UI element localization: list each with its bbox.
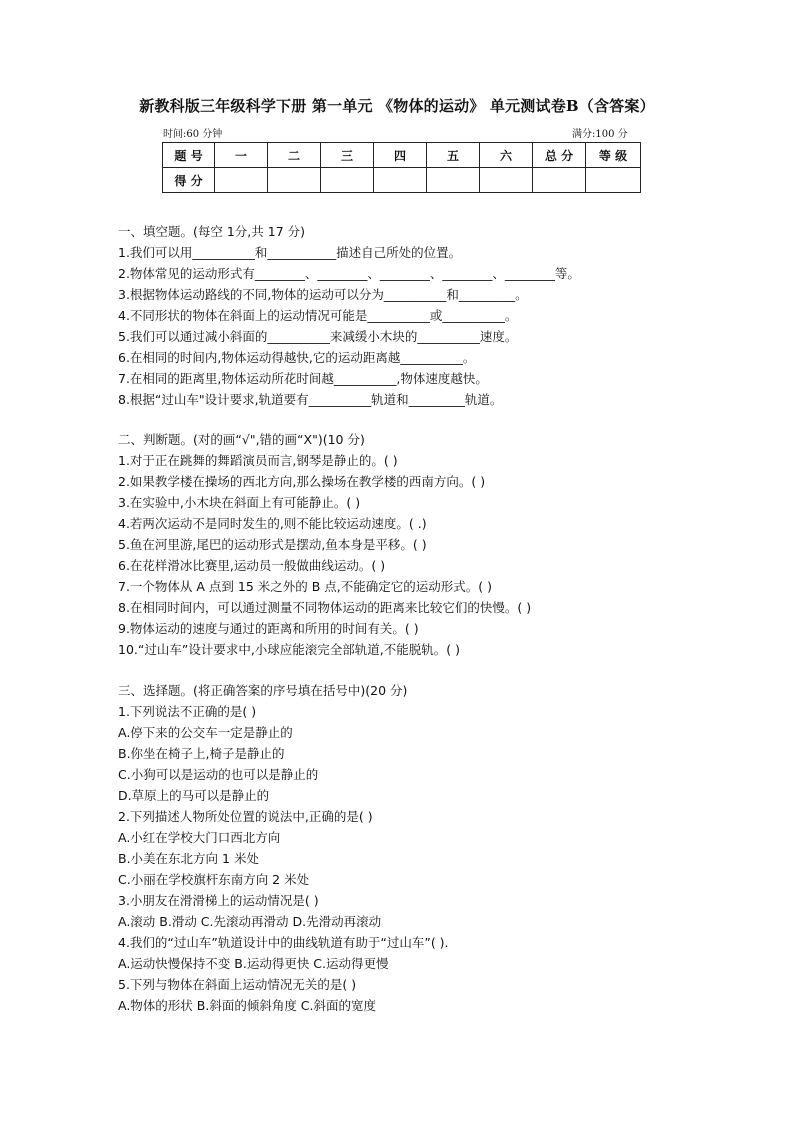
score-input-cell[interactable] bbox=[480, 168, 533, 193]
section1-heading: 一、填空题。(每空 1分,共 17 分) bbox=[118, 224, 306, 239]
answer-option: A.运动快慢保持不变 B.运动得更快 C.运动得更慢 bbox=[118, 956, 389, 971]
score-table-score-row bbox=[163, 168, 641, 193]
question-item: 4.我们的“过山车”轨道设计中的曲线轨道有助于“过山车”( ). bbox=[118, 935, 449, 950]
question-item: 1.下列说法不正确的是( ) bbox=[118, 704, 257, 719]
score-table-cell: 题 号 bbox=[163, 143, 215, 168]
question-item: 3.在实验中,小木块在斜面上有可能静止。( ) bbox=[118, 495, 361, 510]
score-input-cell[interactable] bbox=[268, 168, 321, 193]
question-item: 10.“过山车”设计要求中,小球应能滚完全部轨道,不能脱轨。( ) bbox=[118, 642, 461, 657]
answer-option: B.你坐在椅子上,椅子是静止的 bbox=[118, 746, 285, 761]
answer-option: B.小美在东北方向 1 米处 bbox=[118, 851, 259, 866]
score-input-cell[interactable] bbox=[374, 168, 427, 193]
answer-option: A.小红在学校大门口西北方向 bbox=[118, 830, 281, 845]
question-item: 3.小朋友在滑滑梯上的运动情况是( ) bbox=[118, 893, 319, 908]
question-item: 7.一个物体从 A 点到 15 米之外的 B 点,不能确定它的运动形式。( ) bbox=[118, 579, 493, 594]
score-table bbox=[162, 142, 641, 193]
page-title: 新教科版三年级科学下册 第一单元 《物体的运动》 单元测试卷B（含答案） bbox=[139, 97, 655, 115]
score-input-cell[interactable] bbox=[586, 168, 641, 193]
question-item: 4.若两次运动不是同时发生的,则不能比较运动速度。( .) bbox=[118, 516, 427, 531]
score-table-cell: 三 bbox=[321, 143, 374, 168]
question-item: 2.下列描述人物所处位置的说法中,正确的是( ) bbox=[118, 809, 373, 824]
question-item: 7.在相同的距离里,物体运动所花时间越__________,物体速度越快。 bbox=[118, 371, 488, 386]
question-item: 6.在花样滑冰比赛里,运动员一般做曲线运动。( ) bbox=[118, 558, 386, 573]
score-table-cell: 四 bbox=[374, 143, 427, 168]
question-item: 3.根据物体运动路线的不同,物体的运动可以分为__________和_________。 bbox=[118, 287, 528, 302]
score-table-cell: 一 bbox=[215, 143, 268, 168]
question-item: 2.如果教学楼在操场的西北方向,那么操场在教学楼的西南方向。( ) bbox=[118, 474, 486, 489]
total-score-label: 满分:100 分 bbox=[572, 129, 628, 140]
score-table-cell: 二 bbox=[268, 143, 321, 168]
time-label: 时间:60 分钟 bbox=[163, 129, 223, 140]
question-item: 4.不同形状的物体在斜面上的运动情况可能是__________或__________。 bbox=[118, 308, 518, 323]
answer-option: A.停下来的公交车一定是静止的 bbox=[118, 725, 293, 740]
question-item: 5.我们可以通过减小斜面的__________来减缓小木块的__________速度。 bbox=[118, 329, 518, 344]
question-item: 5.鱼在河里游,尾巴的运动形式是摆动,鱼本身是平移。( ) bbox=[118, 537, 427, 552]
question-item: 5.下列与物体在斜面上运动情况无关的是( ) bbox=[118, 977, 357, 992]
answer-option: A.滚动 B.滑动 C.先滚动再滑动 D.先滑动再滚动 bbox=[118, 914, 382, 929]
answer-option: A.物体的形状 B.斜面的倾斜角度 C.斜面的宽度 bbox=[118, 998, 377, 1013]
score-table-cell: 五 bbox=[427, 143, 480, 168]
score-table-cell: 得 分 bbox=[163, 168, 215, 193]
score-input-cell[interactable] bbox=[533, 168, 586, 193]
question-item: 6.在相同的时间内,物体运动得越快,它的运动距离越__________。 bbox=[118, 350, 476, 365]
question-item: 9.物体运动的速度与通过的距离和所用的时间有关。( ) bbox=[118, 621, 419, 636]
score-table-cell: 总 分 bbox=[533, 143, 586, 168]
score-input-cell[interactable] bbox=[427, 168, 480, 193]
answer-option: C.小丽在学校旗杆东南方向 2 米处 bbox=[118, 872, 310, 887]
score-table-cell: 等 级 bbox=[586, 143, 641, 168]
score-input-cell[interactable] bbox=[215, 168, 268, 193]
score-table-header-row bbox=[163, 143, 641, 168]
question-item: 2.物体常见的运动形式有________、________、________、________、________等。 bbox=[118, 266, 580, 281]
section3-heading: 三、选择题。(将正确答案的序号填在括号中)(20 分) bbox=[118, 683, 408, 698]
section2-heading: 二、判断题。(对的画“√",错的画“X")(10 分) bbox=[118, 432, 365, 447]
question-item: 8.根据“过山车"设计要求,轨道要有__________轨道和_________轨道。 bbox=[118, 392, 503, 407]
question-item: 1.对于正在跳舞的舞蹈演员而言,钢琴是静止的。( ) bbox=[118, 453, 398, 468]
question-item: 8.在相同时间内，可以通过测量不同物体运动的距离来比较它们的快慢。( ) bbox=[118, 600, 532, 615]
answer-option: D.草原上的马可以是静止的 bbox=[118, 788, 270, 803]
score-input-cell[interactable] bbox=[321, 168, 374, 193]
score-table-cell: 六 bbox=[480, 143, 533, 168]
answer-option: C.小狗可以是运动的也可以是静止的 bbox=[118, 767, 319, 782]
question-item: 1.我们可以用__________和___________描述自己所处的位置。 bbox=[118, 245, 462, 260]
